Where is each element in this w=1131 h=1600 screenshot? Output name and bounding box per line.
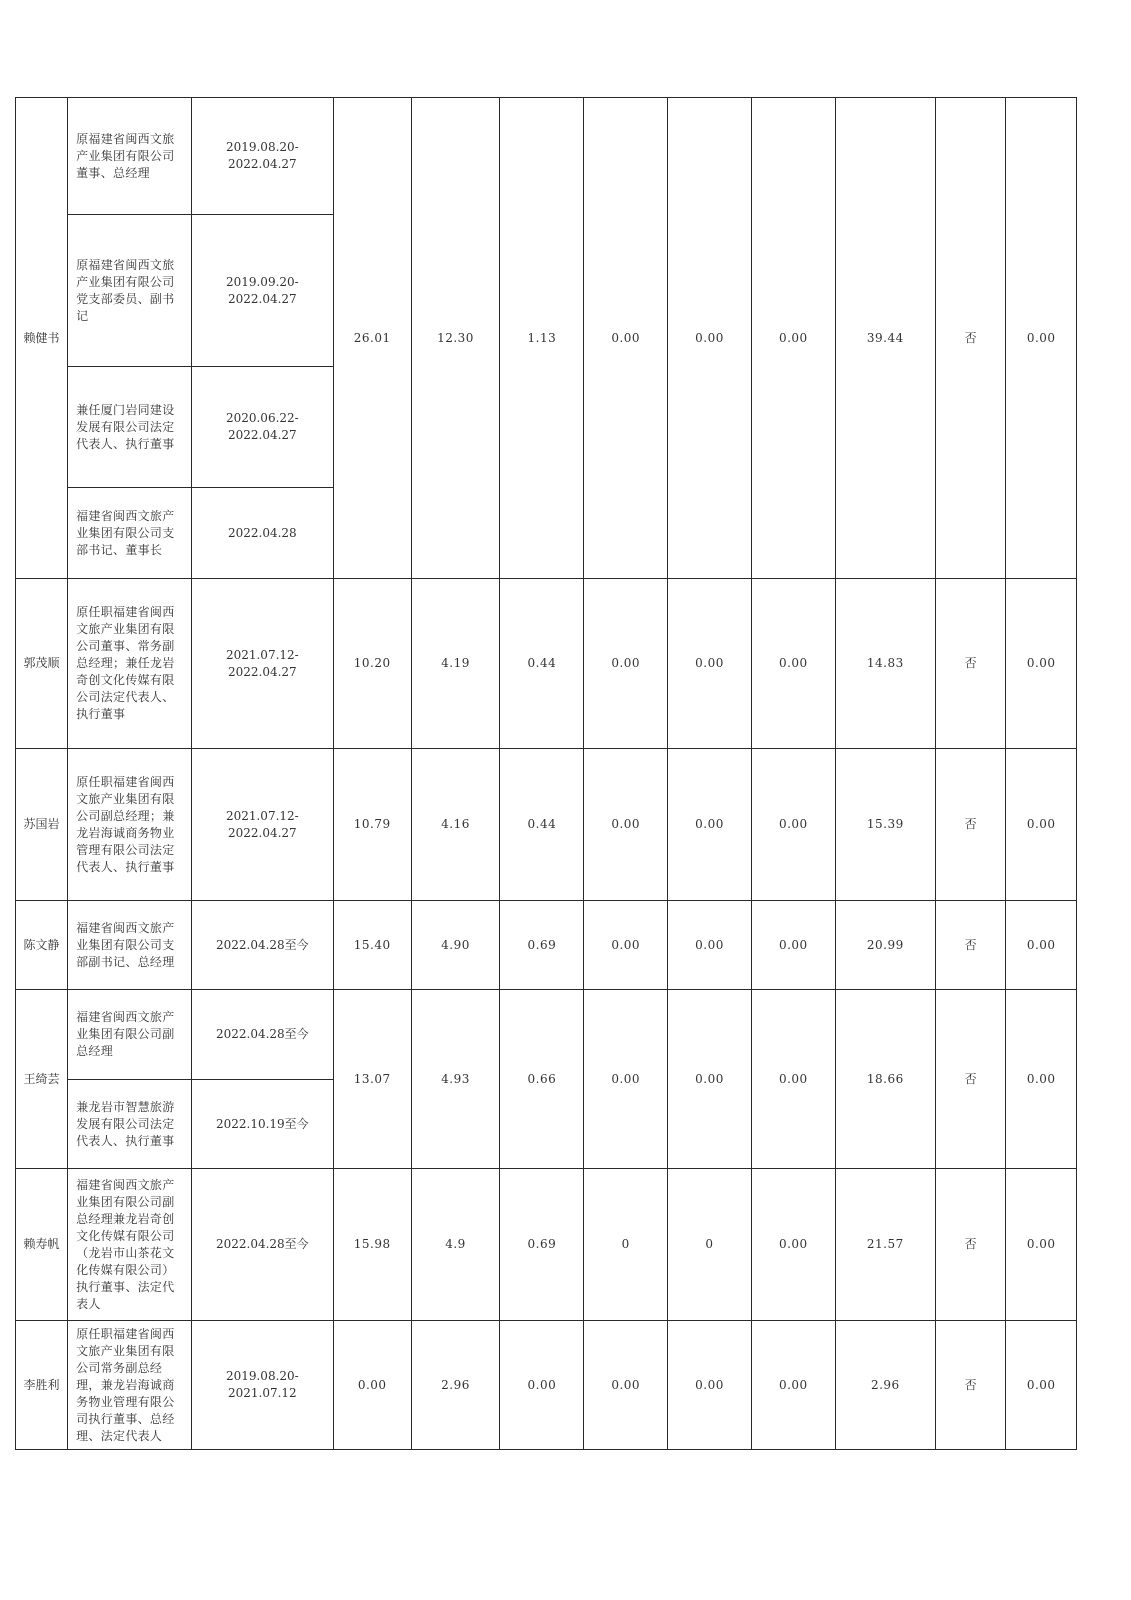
flag-cell: 否 xyxy=(935,1321,1006,1450)
value-cell: 0.00 xyxy=(1006,579,1077,749)
value-cell: 0.44 xyxy=(500,579,584,749)
value-cell: 0.66 xyxy=(500,990,584,1169)
table-row xyxy=(16,901,1077,990)
person-name: 苏国岩 xyxy=(16,749,68,901)
value-cell: 0.00 xyxy=(751,1169,835,1321)
value-cell: 4.19 xyxy=(411,579,500,749)
salary-table-page xyxy=(15,97,1077,1450)
person-name: 赖健书 xyxy=(16,98,68,579)
value-cell: 0.00 xyxy=(333,1321,411,1450)
person-name: 王绮芸 xyxy=(16,990,68,1169)
value-cell: 0.00 xyxy=(668,98,752,579)
value-cell: 0.00 xyxy=(500,1321,584,1450)
term-cell: 2022.04.28至今 xyxy=(191,990,333,1080)
flag-cell: 否 xyxy=(935,1169,1006,1321)
value-cell: 4.9 xyxy=(411,1169,500,1321)
position-cell: 原任职福建省闽西文旅产业集团有限公司副总经理；兼龙岩海诚商务物业管理有限公司法定代表人、执行董事 xyxy=(68,749,192,901)
value-cell: 0.00 xyxy=(668,579,752,749)
term-cell: 2022.10.19至今 xyxy=(191,1080,333,1169)
value-cell: 15.98 xyxy=(333,1169,411,1321)
position-cell: 原福建省闽西文旅产业集团有限公司董事、总经理 xyxy=(68,98,192,215)
value-cell: 0 xyxy=(584,1169,668,1321)
position-cell: 原任职福建省闽西文旅产业集团有限公司常务副总经理，兼龙岩海诚商务物业管理有限公司执行董事、总经理、法定代表人 xyxy=(68,1321,192,1450)
value-cell: 0.00 xyxy=(751,98,835,579)
table-row xyxy=(16,98,1077,215)
table-row xyxy=(16,749,1077,901)
value-cell: 4.90 xyxy=(411,901,500,990)
value-cell: 4.93 xyxy=(411,990,500,1169)
value-cell: 0.00 xyxy=(1006,990,1077,1169)
table-row xyxy=(16,990,1077,1080)
salary-disclosure-table xyxy=(15,97,1077,1450)
value-cell: 21.57 xyxy=(835,1169,935,1321)
value-cell: 0.00 xyxy=(668,990,752,1169)
value-cell: 20.99 xyxy=(835,901,935,990)
term-cell: 2019.08.20- 2021.07.12 xyxy=(191,1321,333,1450)
value-cell: 0.00 xyxy=(584,749,668,901)
term-cell: 2020.06.22- 2022.04.27 xyxy=(191,367,333,488)
value-cell: 0.69 xyxy=(500,1169,584,1321)
value-cell: 2.96 xyxy=(411,1321,500,1450)
person-name: 郭茂顺 xyxy=(16,579,68,749)
value-cell: 0.00 xyxy=(1006,1321,1077,1450)
value-cell: 0.00 xyxy=(668,1321,752,1450)
value-cell: 0.00 xyxy=(751,579,835,749)
value-cell: 0.00 xyxy=(584,1321,668,1450)
position-cell: 福建省闽西文旅产业集团有限公司支部书记、董事长 xyxy=(68,488,192,579)
person-name: 赖寿帆 xyxy=(16,1169,68,1321)
position-cell: 福建省闽西文旅产业集团有限公司副总经理兼龙岩奇创文化传媒有限公司（龙岩市山茶花文化传媒有限公司）执行董事、法定代表人 xyxy=(68,1169,192,1321)
flag-cell: 否 xyxy=(935,990,1006,1169)
term-cell: 2021.07.12- 2022.04.27 xyxy=(191,579,333,749)
term-cell: 2022.04.28 xyxy=(191,488,333,579)
value-cell: 15.39 xyxy=(835,749,935,901)
value-cell: 4.16 xyxy=(411,749,500,901)
term-cell: 2021.07.12- 2022.04.27 xyxy=(191,749,333,901)
position-cell: 福建省闽西文旅产业集团有限公司副总经理 xyxy=(68,990,192,1080)
value-cell: 26.01 xyxy=(333,98,411,579)
term-cell: 2019.09.20- 2022.04.27 xyxy=(191,215,333,367)
flag-cell: 否 xyxy=(935,579,1006,749)
position-cell: 原任职福建省闽西文旅产业集团有限公司董事、常务副总经理；兼任龙岩奇创文化传媒有限公司法定代表人、执行董事 xyxy=(68,579,192,749)
value-cell: 0.00 xyxy=(751,749,835,901)
value-cell: 0.00 xyxy=(584,990,668,1169)
value-cell: 0.00 xyxy=(751,1321,835,1450)
value-cell: 10.20 xyxy=(333,579,411,749)
person-name: 李胜利 xyxy=(16,1321,68,1450)
value-cell: 0.00 xyxy=(1006,901,1077,990)
table-row xyxy=(16,1169,1077,1321)
value-cell: 0.00 xyxy=(751,901,835,990)
position-cell: 兼龙岩市智慧旅游发展有限公司法定代表人、执行董事 xyxy=(68,1080,192,1169)
table-row xyxy=(16,579,1077,749)
value-cell: 10.79 xyxy=(333,749,411,901)
value-cell: 0.44 xyxy=(500,749,584,901)
value-cell: 13.07 xyxy=(333,990,411,1169)
value-cell: 0.00 xyxy=(584,901,668,990)
value-cell: 39.44 xyxy=(835,98,935,579)
value-cell: 0.00 xyxy=(584,98,668,579)
term-cell: 2022.04.28至今 xyxy=(191,901,333,990)
value-cell: 18.66 xyxy=(835,990,935,1169)
flag-cell: 否 xyxy=(935,901,1006,990)
term-cell: 2019.08.20- 2022.04.27 xyxy=(191,98,333,215)
value-cell: 0.00 xyxy=(584,579,668,749)
value-cell: 0.00 xyxy=(751,990,835,1169)
person-name: 陈文静 xyxy=(16,901,68,990)
table-row xyxy=(16,1321,1077,1450)
flag-cell: 否 xyxy=(935,98,1006,579)
position-cell: 兼任厦门岩同建设发展有限公司法定代表人、执行董事 xyxy=(68,367,192,488)
value-cell: 14.83 xyxy=(835,579,935,749)
term-cell: 2022.04.28至今 xyxy=(191,1169,333,1321)
value-cell: 2.96 xyxy=(835,1321,935,1450)
position-cell: 福建省闽西文旅产业集团有限公司支部副书记、总经理 xyxy=(68,901,192,990)
flag-cell: 否 xyxy=(935,749,1006,901)
value-cell: 0.00 xyxy=(1006,1169,1077,1321)
value-cell: 0.69 xyxy=(500,901,584,990)
value-cell: 0.00 xyxy=(668,749,752,901)
value-cell: 0.00 xyxy=(668,901,752,990)
value-cell: 15.40 xyxy=(333,901,411,990)
value-cell: 0 xyxy=(668,1169,752,1321)
value-cell: 0.00 xyxy=(1006,98,1077,579)
value-cell: 1.13 xyxy=(500,98,584,579)
value-cell: 0.00 xyxy=(1006,749,1077,901)
position-cell: 原福建省闽西文旅产业集团有限公司党支部委员、副书记 xyxy=(68,215,192,367)
value-cell: 12.30 xyxy=(411,98,500,579)
